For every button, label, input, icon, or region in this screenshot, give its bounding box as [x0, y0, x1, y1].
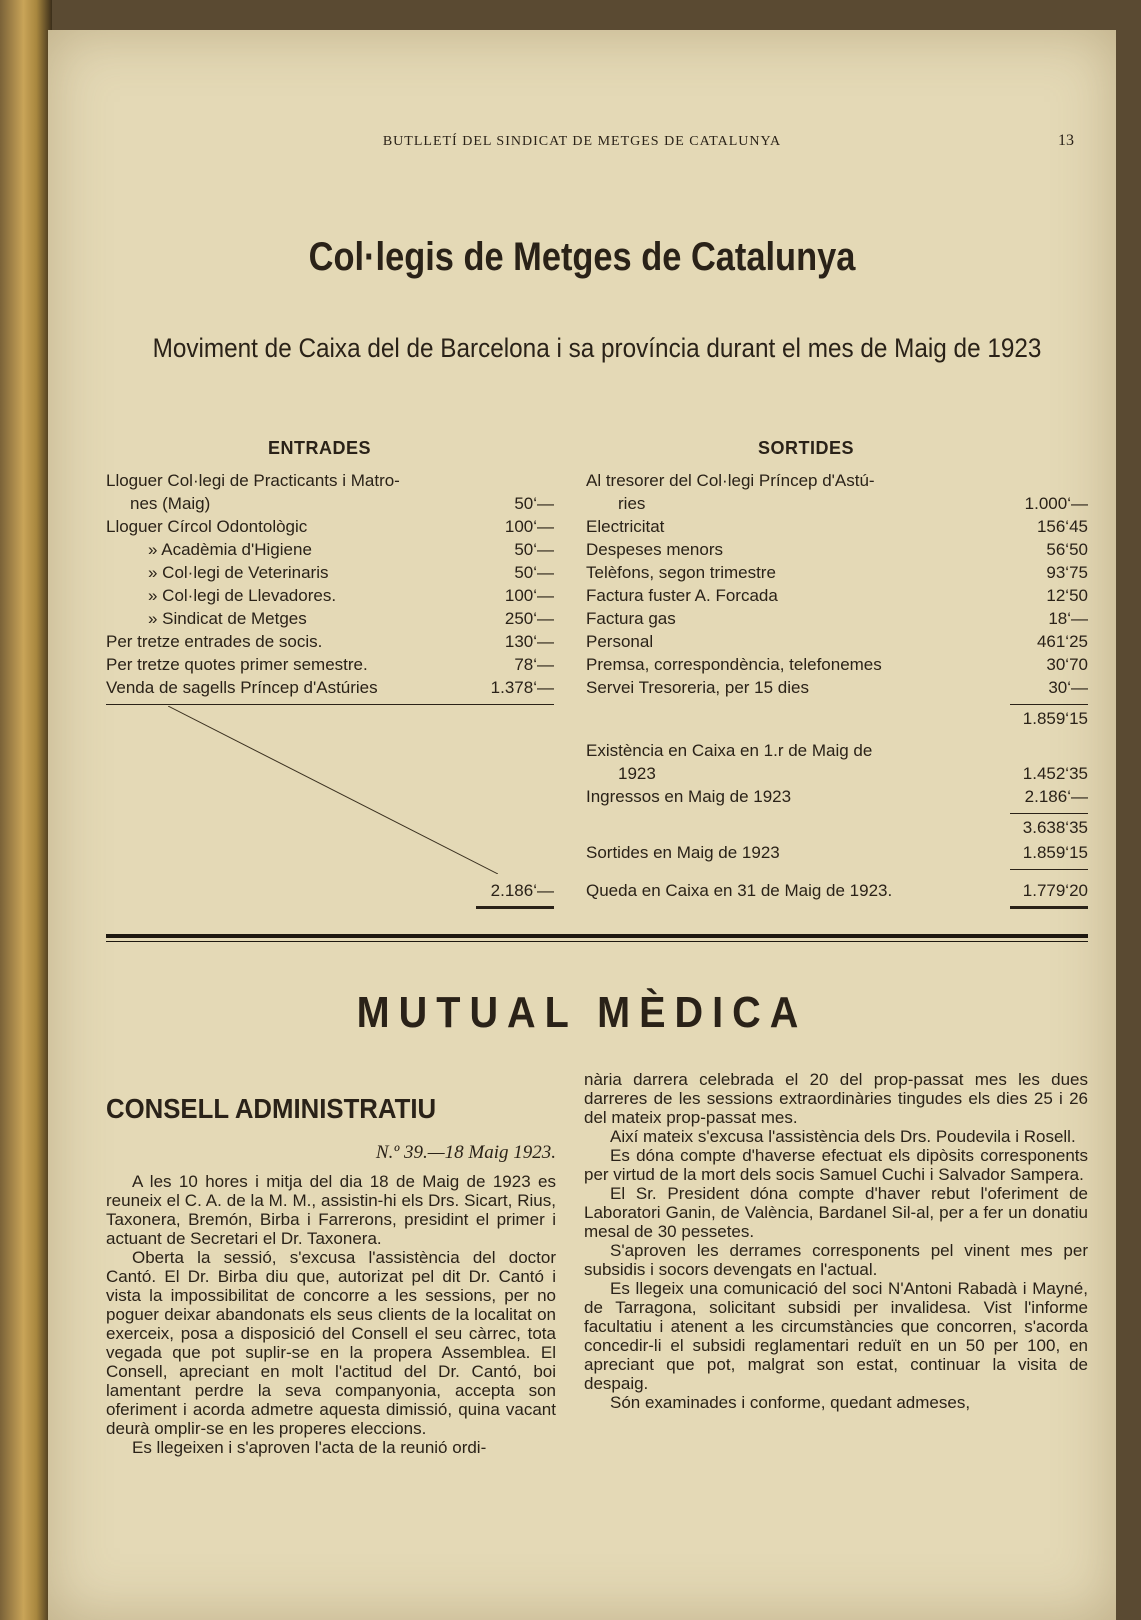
sortides-subtotal-rule: [1010, 704, 1088, 705]
ledger-row-amount: 93‘75: [1046, 563, 1088, 582]
consell-title: CONSELL ADMINISTRATIU: [106, 1093, 437, 1124]
ledger-row: [586, 539, 1088, 561]
document-page: [48, 30, 1116, 1620]
page-title: Col·legis de Metges de Catalunya: [308, 235, 856, 279]
ledger-row-label: 1923: [618, 764, 656, 783]
ledger-row-label: Ingressos en Maig de 1923: [586, 787, 792, 806]
ledger-row: [586, 740, 1088, 762]
ledger-row: [586, 516, 1088, 538]
running-head: BUTLLETÍ DEL SINDICAT DE METGES DE CATALUNYA: [382, 134, 782, 149]
book-binding: [0, 0, 52, 1620]
sortides-subtotal: 1.859‘15: [1022, 709, 1088, 728]
paragraph: nària darrera celebrada el 20 del prop-passat mes les dues darreres de les sessions extraordinàries tingudes els dies 25 i 26 del mateix prop-passat mes.: [584, 1070, 1088, 1127]
ledger-row: [586, 654, 1088, 676]
paragraph: Es llegeix una comunicació del soci N'Antoni Rabadà i Mayné, de Tarragona, solicitant subsidi per invalidesa. Vist l'informe facultatiu i atenent a les circumstàncies que concorren, s'acorda concedir-li el subsidi reglamentari reduït en un 50 per 100, en apreciant que pot, malgrat son estat, continuar la visita de despaig.: [584, 1279, 1088, 1393]
paragraph: Així mateix s'excusa l'assistència dels Drs. Poudevila i Rosell.: [610, 1127, 1076, 1146]
ledger-row-amount: 50‘—: [514, 494, 554, 513]
paragraph: Es llegeixen i s'aproven l'acta de la reunió ordi-: [132, 1438, 487, 1457]
ledger-row-label: Factura gas: [586, 609, 676, 628]
queda-rule: [1010, 869, 1088, 870]
ledger-row: [106, 562, 554, 584]
ledger-row: [586, 786, 1088, 808]
ledger-row-label: Electricitat: [586, 517, 665, 536]
sortides-ledger: [586, 470, 1088, 910]
ledger-row-label: Premsa, correspondència, telefonemes: [586, 655, 882, 674]
ledger-row: [106, 677, 554, 699]
ledger-row-label: » Col·legi de Llevadores.: [148, 586, 337, 605]
entrades-total-row: [106, 880, 554, 902]
ledger-row-amount: 100‘—: [504, 517, 554, 536]
ledger-row: [106, 493, 554, 515]
ledger-row-amount: 78‘—: [514, 655, 554, 674]
entrades-rule: [106, 704, 554, 705]
ledger-row-amount: 250‘—: [504, 609, 554, 628]
ledger-row-amount: 50‘—: [514, 540, 554, 559]
page-number: 13: [1058, 132, 1074, 149]
ledger-row-label: Lloguer Col·legi de Practicants i Matro-: [106, 471, 400, 490]
ledger-row-label: » Col·legi de Veterinaris: [148, 563, 329, 582]
ledger-row-amount: 30‘—: [1048, 678, 1088, 697]
ledger-row: [586, 493, 1088, 515]
ledger-row-amount: 1.859‘15: [1022, 843, 1088, 862]
ledger-row-amount: 1.000‘—: [1024, 494, 1088, 513]
ledger-row-amount: 130‘—: [504, 632, 554, 651]
queda-total-rule: [1010, 906, 1088, 909]
ledger-row: [586, 585, 1088, 607]
ledger-row-amount: 1.452‘35: [1022, 764, 1088, 783]
entrades-ledger: [106, 470, 554, 910]
ledger-row-amount: 30‘70: [1046, 655, 1088, 674]
ledger-row: [586, 763, 1088, 785]
ledger-row: [106, 539, 554, 561]
entrades-total: 2.186‘—: [490, 881, 554, 900]
ledger-row-label: Existència en Caixa en 1.r de Maig de: [586, 741, 873, 760]
sortides-heading: SORTIDES: [758, 438, 855, 458]
right-column-text: [584, 1070, 1088, 1412]
ledger-row-amount: 2.186‘—: [1024, 787, 1088, 806]
ledger-row-amount: 100‘—: [504, 586, 554, 605]
session-reference: N.º 39.—18 Maig 1923.: [375, 1142, 556, 1163]
ledger-row-label: Despeses menors: [586, 540, 724, 559]
ledger-row-amount: 50‘—: [514, 563, 554, 582]
entrades-total-rule: [476, 906, 554, 909]
ledger-row-amount: 461‘25: [1036, 632, 1088, 651]
ledger-row: [586, 562, 1088, 584]
cancel-diagonal-line: [168, 706, 498, 874]
ledger-row-label: Al tresorer del Col·legi Príncep d'Astú-: [586, 471, 875, 490]
ledger-row: [586, 631, 1088, 653]
ledger-row-label: ries: [618, 494, 646, 513]
page-subtitle: Moviment de Caixa del de Barcelona i sa província durant el mes de Maig de 1923: [152, 333, 1042, 363]
ledger-row-label: Sortides en Maig de 1923: [586, 843, 780, 862]
entrades-heading: ENTRADES: [268, 438, 372, 458]
ledger-row-label: Per tretze quotes primer semestre.: [106, 655, 368, 674]
ledger-row-label: Per tretze entrades de socis.: [106, 632, 323, 651]
sortides-sum: 3.638‘35: [1022, 818, 1088, 837]
ledger-row-label: Servei Tresoreria, per 15 dies: [586, 678, 809, 697]
ledger-row-amount: 56‘50: [1046, 540, 1088, 559]
ledger-row-amount: 18‘—: [1048, 609, 1088, 628]
sum-rule: [1010, 813, 1088, 814]
left-column-text: [106, 1172, 556, 1457]
paragraph: Són examinades i conforme, quedant admeses,: [610, 1393, 971, 1412]
ledger-row-amount: 12‘50: [1046, 586, 1088, 605]
ledger-row-label: Lloguer Círcol Odontològic: [106, 517, 308, 536]
ledger-row-label: Queda en Caixa en 31 de Maig de 1923.: [586, 881, 893, 900]
ledger-row: [106, 608, 554, 630]
ledger-row-label: Personal: [586, 632, 654, 651]
ledger-row: [586, 608, 1088, 630]
paragraph: El Sr. President dóna compte d'haver rebut l'oferiment de Laboratori Ganin, de València, Bardanel Sil-al, per a fer un donatiu mesal de 30 pessetes.: [584, 1184, 1088, 1241]
ledger-row: [106, 654, 554, 676]
ledger-row: [106, 585, 554, 607]
ledger-row-label: Factura fuster A. Forcada: [586, 586, 778, 605]
section-divider-top: [106, 934, 1088, 938]
ledger-row-amount: 156‘45: [1036, 517, 1088, 536]
mutual-medica-title: MUTUAL MÈDICA: [356, 988, 808, 1037]
paragraph: Oberta la sessió, s'excusa l'assistència del doctor Cantó. El Dr. Birba diu que, autorizat pel dit Dr. Cantó i vista la impossibilitat de concorre a les sessions, per no poguer deixar abandonats els seus clients de la localitat on exerceix, posa a disposició del Consell el seu càrrec, tota vegada que pot suplir-se en la propera Assemblea. El Consell, apreciant en molt l'actitud del Dr. Cantó, boi lamentant perdre la seva companyonia, accepta son oferiment i acorda admetre aquesta dimissió, quina vacant deurà omplir-se en les properes eleccions.: [106, 1248, 556, 1438]
ledger-row: [586, 470, 1088, 492]
ledger-row-amount: 1.378‘—: [490, 678, 554, 697]
ledger-row: [586, 842, 1088, 864]
ledger-row: [106, 516, 554, 538]
ledger-row-label: nes (Maig): [130, 494, 211, 513]
sortides-subtotal-row: [586, 708, 1088, 730]
section-divider-bottom: [106, 941, 1088, 942]
ledger-row-label: Venda de sagells Príncep d'Astúries: [106, 678, 378, 697]
ledger-row-label: » Acadèmia d'Higiene: [148, 540, 312, 559]
ledger-row-label: » Sindicat de Metges: [148, 609, 307, 628]
ledger-row: [586, 677, 1088, 699]
ledger-row-amount: 1.779‘20: [1022, 881, 1088, 900]
queda-row: [586, 880, 1088, 902]
paragraph: Es dóna compte d'haverse efectuat els dipòsits corresponents per virtud de la mort dels socis Samuel Cuchi i Salvador Sampera.: [584, 1146, 1088, 1184]
paragraph: S'aproven les derrames corresponents pel vinent mes per subsidis i socors devengats en l'actual.: [584, 1241, 1088, 1279]
ledger-row: [106, 470, 554, 492]
paragraph: A les 10 hores i mitja del dia 18 de Maig de 1923 es reuneix el C. A. de la M. M., assistin-hi els Drs. Sicart, Rius, Taxonera, Bremón, Birba i Farrerons, presidint el primer i actuant de Secretari el Dr. Taxonera.: [106, 1172, 556, 1248]
sum-row: [586, 817, 1088, 839]
ledger-row-label: Telèfons, segon trimestre: [586, 563, 776, 582]
ledger-row: [106, 631, 554, 653]
